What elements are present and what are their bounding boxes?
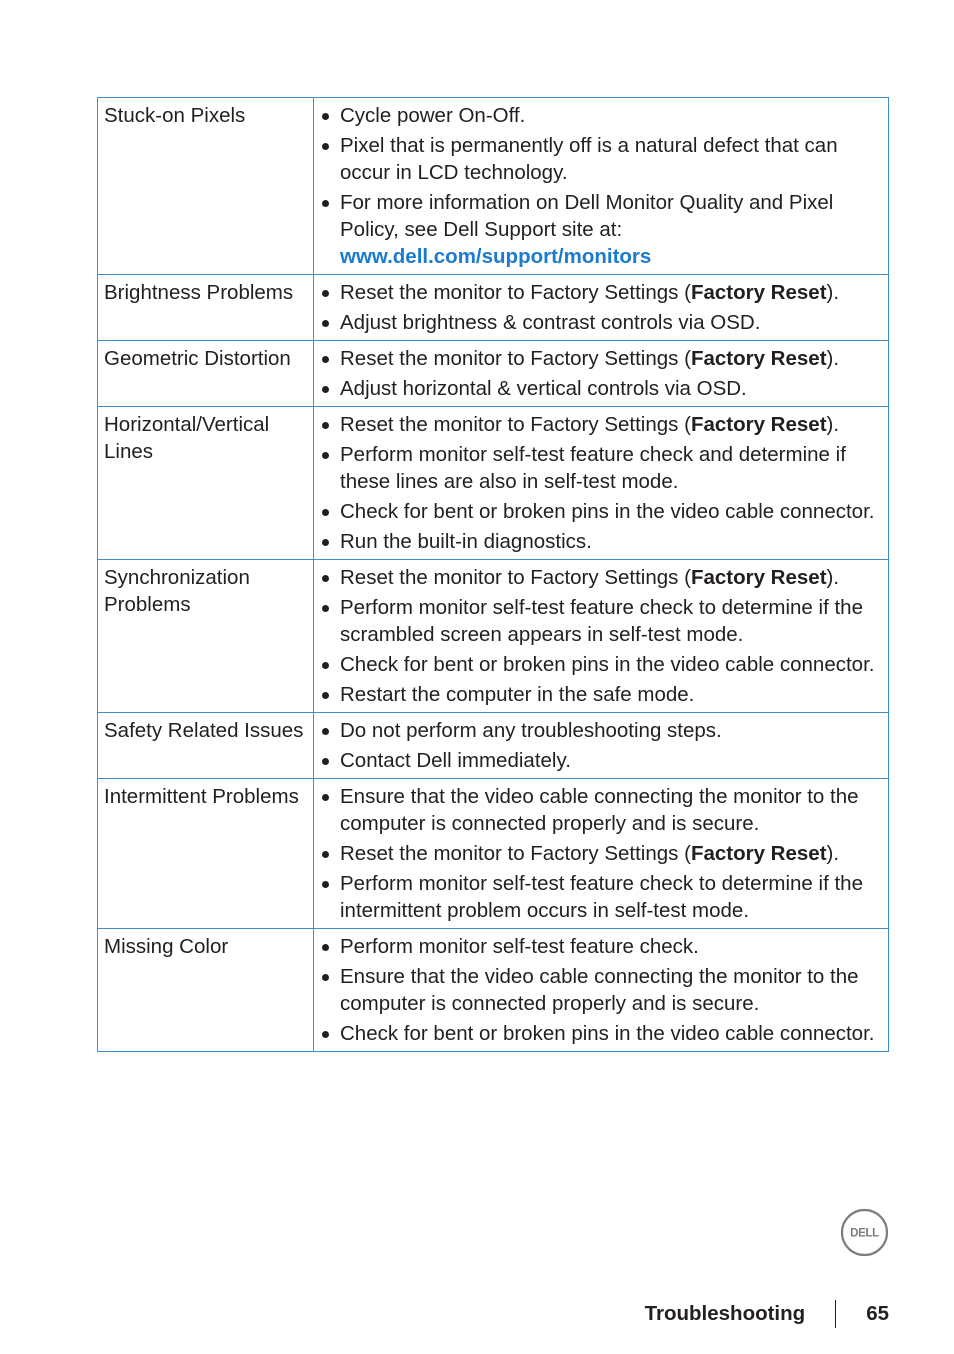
- problem-label: Horizontal/Vertical Lines: [104, 413, 270, 463]
- solution-list: [320, 564, 882, 708]
- problem-label: Synchronization Problems: [104, 566, 250, 616]
- bullet-icon: [322, 944, 329, 951]
- item-text: Adjust horizontal & vertical controls via OSD.: [340, 377, 747, 400]
- item-text: Reset the monitor to Factory Settings (: [340, 413, 691, 436]
- list-item: [320, 681, 882, 708]
- solution-list: [320, 717, 882, 774]
- solution-cell: [314, 275, 889, 341]
- bullet-icon: [322, 758, 329, 765]
- bullet-icon: [322, 605, 329, 612]
- bullet-icon: [322, 452, 329, 459]
- list-item: [320, 528, 882, 555]
- item-bold-text: Factory Reset: [690, 842, 827, 865]
- list-item: [320, 498, 882, 525]
- bullet-icon: [322, 509, 329, 516]
- item-text: Check for bent or broken pins in the video cable connector.: [340, 1022, 875, 1045]
- bullet-icon: [322, 386, 329, 393]
- bullet-icon: [322, 320, 329, 327]
- list-item: [320, 564, 882, 591]
- problem-cell: [98, 341, 314, 407]
- list-item: [320, 411, 882, 438]
- table-row: [98, 929, 889, 1052]
- problem-label: Safety Related Issues: [104, 719, 304, 742]
- bullet-icon: [322, 692, 329, 699]
- item-text: Adjust brightness & contrast controls via OSD.: [340, 311, 761, 334]
- dell-logo-text: DELL: [850, 1227, 879, 1240]
- list-item: [320, 870, 882, 924]
- list-item: [320, 102, 882, 129]
- item-text: Cycle power On-Off.: [340, 104, 526, 127]
- bullet-icon: [322, 662, 329, 669]
- table-row: [98, 341, 889, 407]
- problem-label: Geometric Distortion: [104, 347, 291, 370]
- bullet-icon: [322, 200, 329, 207]
- item-text: Pixel that is permanently off is a natural defect that can occur in LCD technology.: [340, 134, 838, 184]
- problem-cell: [98, 407, 314, 560]
- item-text-after: ).: [826, 566, 840, 589]
- bullet-icon: [322, 290, 329, 297]
- solution-list: [320, 345, 882, 402]
- support-link[interactable]: www.dell.com/support/monitors: [340, 245, 652, 268]
- table-row: [98, 713, 889, 779]
- list-item: [320, 189, 882, 270]
- bullet-icon: [322, 728, 329, 735]
- item-text: Reset the monitor to Factory Settings (: [340, 281, 691, 304]
- item-bold-text: Factory Reset: [690, 281, 827, 304]
- problem-label: Missing Color: [104, 935, 229, 958]
- item-text: Perform monitor self-test feature check and determine if these lines are also in self-test mode.: [340, 443, 846, 493]
- problem-label: Brightness Problems: [104, 281, 294, 304]
- list-item: [320, 747, 882, 774]
- bullet-icon: [322, 539, 329, 546]
- item-text: For more information on Dell Monitor Quality and Pixel Policy, see Dell Support site at:: [340, 191, 834, 241]
- dell-logo: [840, 1208, 889, 1257]
- solution-list: [320, 783, 882, 924]
- list-item: [320, 594, 882, 648]
- bullet-icon: [322, 794, 329, 801]
- bullet-icon: [322, 851, 329, 858]
- table-row: [98, 779, 889, 929]
- bullet-icon: [322, 113, 329, 120]
- item-text: Check for bent or broken pins in the video cable connector.: [340, 500, 875, 523]
- list-item: [320, 933, 882, 960]
- item-text: Perform monitor self-test feature check to determine if the scrambled screen appears in self-test mode.: [340, 596, 863, 646]
- list-item: [320, 1020, 882, 1047]
- item-text: Reset the monitor to Factory Settings (: [340, 842, 691, 865]
- problem-cell: [98, 713, 314, 779]
- list-item: [320, 375, 882, 402]
- footer-divider: [835, 1300, 836, 1328]
- list-item: [320, 279, 882, 306]
- solution-cell: [314, 929, 889, 1052]
- solution-list: [320, 411, 882, 555]
- bullet-icon: [322, 356, 329, 363]
- item-text: Ensure that the video cable connecting the monitor to the computer is connected properly and is secure.: [340, 965, 859, 1015]
- item-text-after: ).: [826, 842, 840, 865]
- table-row: [98, 407, 889, 560]
- item-text: Check for bent or broken pins in the video cable connector.: [340, 653, 875, 676]
- list-item: [320, 441, 882, 495]
- list-item: [320, 309, 882, 336]
- item-text: Restart the computer in the safe mode.: [340, 683, 695, 706]
- bullet-icon: [322, 422, 329, 429]
- solution-list: [320, 279, 882, 336]
- footer-section-title: Troubleshooting: [644, 1302, 806, 1325]
- list-item: [320, 651, 882, 678]
- solution-list: [320, 933, 882, 1047]
- item-text: Contact Dell immediately.: [340, 749, 571, 772]
- solution-cell: [314, 713, 889, 779]
- solution-cell: [314, 779, 889, 929]
- bullet-icon: [322, 1031, 329, 1038]
- item-text-after: ).: [826, 281, 840, 304]
- item-bold-text: Factory Reset: [690, 566, 827, 589]
- problem-cell: [98, 560, 314, 713]
- item-text: Do not perform any troubleshooting steps.: [340, 719, 722, 742]
- item-text-after: ).: [826, 413, 840, 436]
- footer-page-number: 65: [866, 1302, 889, 1325]
- item-text: Ensure that the video cable connecting the monitor to the computer is connected properly and is secure.: [340, 785, 859, 835]
- solution-list: [320, 102, 882, 270]
- solution-cell: [314, 407, 889, 560]
- bullet-icon: [322, 974, 329, 981]
- list-item: [320, 132, 882, 186]
- problem-cell: [98, 929, 314, 1052]
- item-text: Reset the monitor to Factory Settings (: [340, 347, 691, 370]
- problem-cell: [98, 275, 314, 341]
- troubleshooting-table: [97, 97, 889, 1052]
- solution-cell: [314, 560, 889, 713]
- bullet-icon: [322, 881, 329, 888]
- item-text: Perform monitor self-test feature check to determine if the intermittent problem occurs in self-test mode.: [340, 872, 863, 922]
- item-bold-text: Factory Reset: [690, 347, 827, 370]
- problem-label: Stuck-on Pixels: [104, 104, 246, 127]
- item-bold-text: Factory Reset: [690, 413, 827, 436]
- list-item: [320, 840, 882, 867]
- bullet-icon: [322, 575, 329, 582]
- list-item: [320, 717, 882, 744]
- list-item: [320, 345, 882, 372]
- table-row: [98, 98, 889, 275]
- table-row: [98, 560, 889, 713]
- list-item: [320, 963, 882, 1017]
- solution-cell: [314, 98, 889, 275]
- list-item: [320, 783, 882, 837]
- item-text: Run the built-in diagnostics.: [340, 530, 592, 553]
- item-text: Reset the monitor to Factory Settings (: [340, 566, 691, 589]
- problem-label: Intermittent Problems: [104, 785, 299, 808]
- solution-cell: [314, 341, 889, 407]
- bullet-icon: [322, 143, 329, 150]
- item-text-after: ).: [826, 347, 840, 370]
- item-text: Perform monitor self-test feature check.: [340, 935, 699, 958]
- problem-cell: [98, 779, 314, 929]
- table-row: [98, 275, 889, 341]
- problem-cell: [98, 98, 314, 275]
- page-footer: [645, 1300, 889, 1328]
